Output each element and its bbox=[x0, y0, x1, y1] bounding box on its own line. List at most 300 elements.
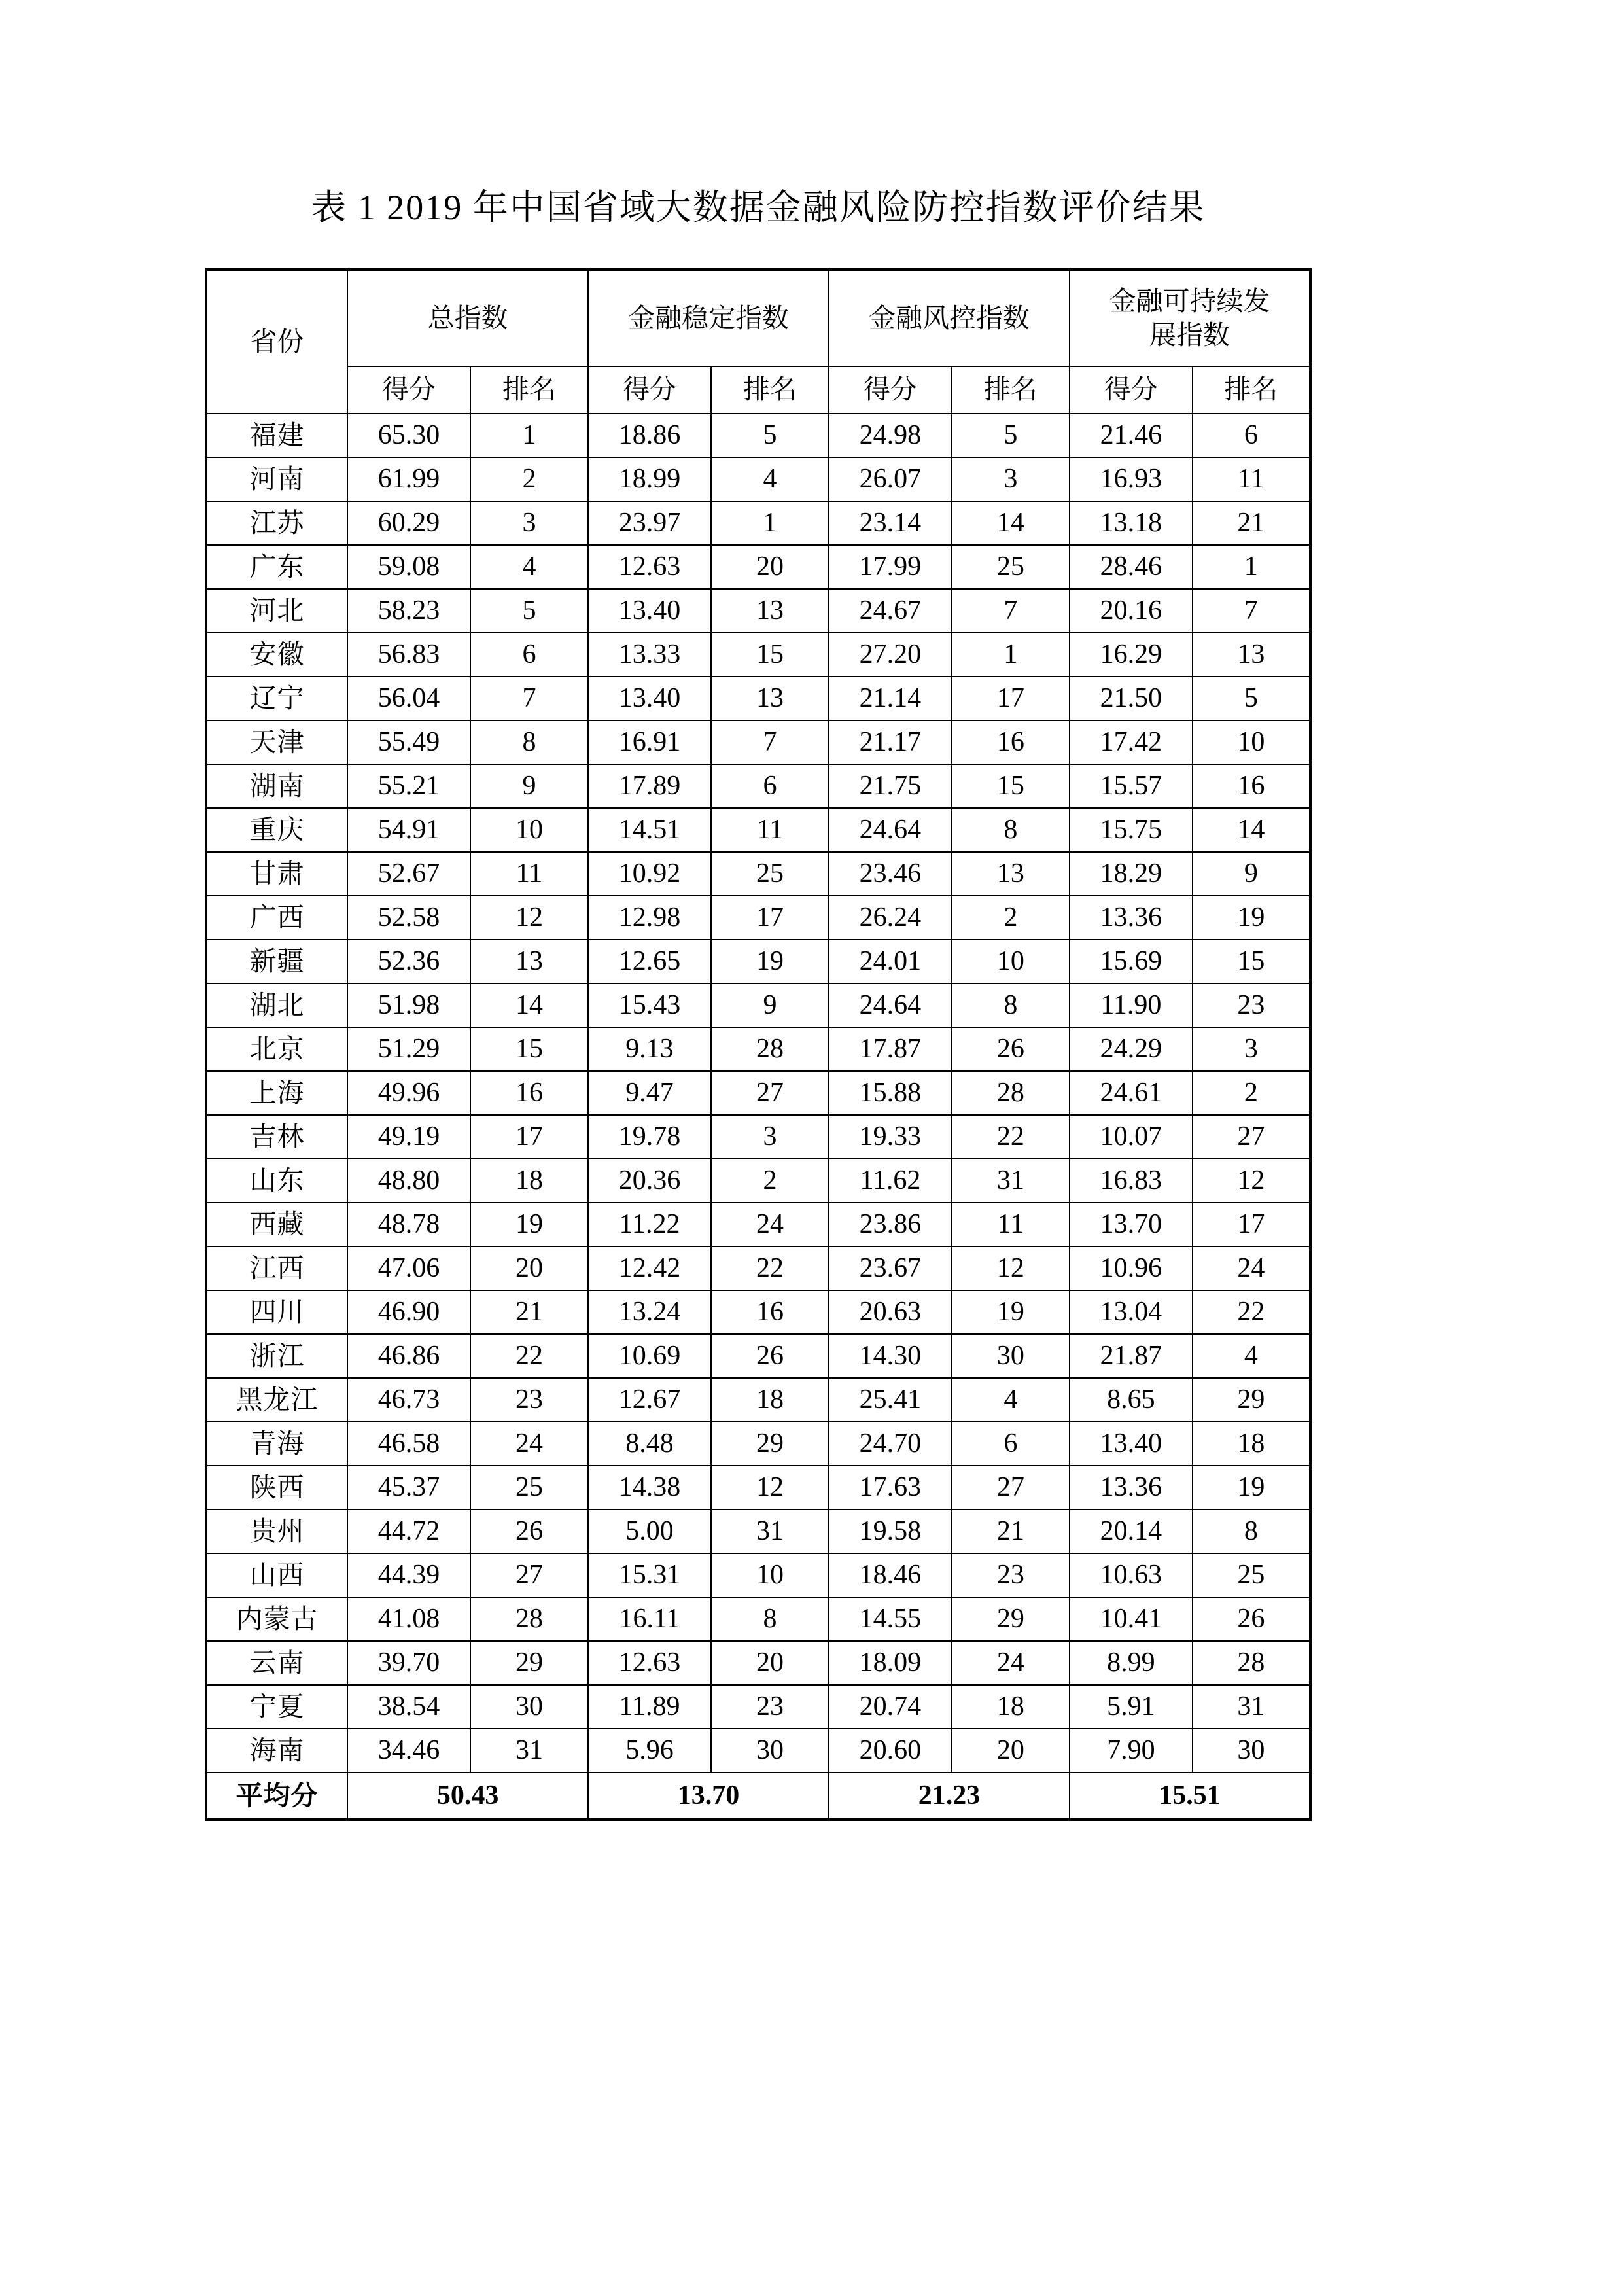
sustainable-rank-cell: 27 bbox=[1193, 1115, 1310, 1159]
riskcontrol-rank-cell: 22 bbox=[952, 1115, 1070, 1159]
sustainable-rank-cell: 10 bbox=[1193, 720, 1310, 764]
stability-rank-cell: 6 bbox=[711, 764, 829, 808]
riskcontrol-rank-cell: 19 bbox=[952, 1290, 1070, 1334]
province-cell: 湖北 bbox=[206, 983, 347, 1027]
total-score-cell: 46.90 bbox=[347, 1290, 470, 1334]
table-row bbox=[206, 677, 1310, 720]
sustainable-rank-cell: 21 bbox=[1193, 501, 1310, 545]
table-row bbox=[206, 1378, 1310, 1422]
riskcontrol-rank-cell: 10 bbox=[952, 940, 1070, 983]
riskcontrol-rank-cell: 13 bbox=[952, 852, 1070, 896]
sustainable-score-cell: 10.41 bbox=[1070, 1597, 1193, 1641]
riskcontrol-score-cell: 26.07 bbox=[829, 457, 952, 501]
table-row bbox=[206, 1597, 1310, 1641]
riskcontrol-rank-cell: 31 bbox=[952, 1159, 1070, 1203]
sustainable-rank-cell: 22 bbox=[1193, 1290, 1310, 1334]
sustainable-score-cell: 21.46 bbox=[1070, 414, 1193, 457]
stability-score-cell: 12.42 bbox=[588, 1246, 711, 1290]
riskcontrol-score-cell: 11.62 bbox=[829, 1159, 952, 1203]
stability-score-cell: 12.67 bbox=[588, 1378, 711, 1422]
table-container bbox=[205, 268, 1312, 1821]
riskcontrol-score-cell: 24.64 bbox=[829, 808, 952, 852]
sustainable-rank-cell: 15 bbox=[1193, 940, 1310, 983]
province-cell: 天津 bbox=[206, 720, 347, 764]
total-score-cell: 56.04 bbox=[347, 677, 470, 720]
total-score-cell: 52.67 bbox=[347, 852, 470, 896]
total-rank-cell: 23 bbox=[470, 1378, 588, 1422]
sustainable-rank-cell: 19 bbox=[1193, 1466, 1310, 1510]
total-rank-cell: 1 bbox=[470, 414, 588, 457]
total-rank-cell: 25 bbox=[470, 1466, 588, 1510]
header-group-stability: 金融稳定指数 bbox=[588, 270, 829, 366]
table-row bbox=[206, 1422, 1310, 1466]
sustainable-rank-cell: 30 bbox=[1193, 1729, 1310, 1773]
stability-rank-cell: 2 bbox=[711, 1159, 829, 1203]
riskcontrol-rank-cell: 18 bbox=[952, 1685, 1070, 1729]
riskcontrol-rank-cell: 12 bbox=[952, 1246, 1070, 1290]
riskcontrol-rank-cell: 17 bbox=[952, 677, 1070, 720]
sustainable-score-cell: 16.29 bbox=[1070, 633, 1193, 677]
riskcontrol-score-cell: 18.46 bbox=[829, 1553, 952, 1597]
stability-score-cell: 18.86 bbox=[588, 414, 711, 457]
province-cell: 宁夏 bbox=[206, 1685, 347, 1729]
sustainable-rank-cell: 11 bbox=[1193, 457, 1310, 501]
total-score-cell: 48.80 bbox=[347, 1159, 470, 1203]
riskcontrol-score-cell: 21.75 bbox=[829, 764, 952, 808]
riskcontrol-score-cell: 26.24 bbox=[829, 896, 952, 940]
sustainable-rank-cell: 31 bbox=[1193, 1685, 1310, 1729]
riskcontrol-score-cell: 24.67 bbox=[829, 589, 952, 633]
header-group-sustainable bbox=[1070, 270, 1310, 366]
total-rank-cell: 14 bbox=[470, 983, 588, 1027]
table-row bbox=[206, 1553, 1310, 1597]
riskcontrol-rank-cell: 25 bbox=[952, 545, 1070, 589]
average-stability: 13.70 bbox=[588, 1773, 829, 1820]
province-cell: 海南 bbox=[206, 1729, 347, 1773]
province-cell: 黑龙江 bbox=[206, 1378, 347, 1422]
province-cell: 北京 bbox=[206, 1027, 347, 1071]
sustainable-score-cell: 21.50 bbox=[1070, 677, 1193, 720]
table-footer bbox=[206, 1773, 1310, 1820]
stability-rank-cell: 31 bbox=[711, 1510, 829, 1553]
province-cell: 福建 bbox=[206, 414, 347, 457]
riskcontrol-score-cell: 17.87 bbox=[829, 1027, 952, 1071]
riskcontrol-score-cell: 20.74 bbox=[829, 1685, 952, 1729]
table-row bbox=[206, 764, 1310, 808]
total-rank-cell: 12 bbox=[470, 896, 588, 940]
total-score-cell: 56.83 bbox=[347, 633, 470, 677]
riskcontrol-score-cell: 17.99 bbox=[829, 545, 952, 589]
total-rank-cell: 13 bbox=[470, 940, 588, 983]
sustainable-rank-cell: 25 bbox=[1193, 1553, 1310, 1597]
header-group-sustainable-line1: 金融可持续发 bbox=[1109, 286, 1270, 317]
total-rank-cell: 30 bbox=[470, 1685, 588, 1729]
province-cell: 广东 bbox=[206, 545, 347, 589]
sustainable-score-cell: 7.90 bbox=[1070, 1729, 1193, 1773]
stability-score-cell: 10.69 bbox=[588, 1334, 711, 1378]
sustainable-score-cell: 28.46 bbox=[1070, 545, 1193, 589]
total-score-cell: 60.29 bbox=[347, 501, 470, 545]
stability-rank-cell: 11 bbox=[711, 808, 829, 852]
sustainable-score-cell: 8.99 bbox=[1070, 1641, 1193, 1685]
table-row bbox=[206, 852, 1310, 896]
riskcontrol-score-cell: 14.55 bbox=[829, 1597, 952, 1641]
total-score-cell: 54.91 bbox=[347, 808, 470, 852]
riskcontrol-rank-cell: 27 bbox=[952, 1466, 1070, 1510]
table-row bbox=[206, 545, 1310, 589]
stability-rank-cell: 13 bbox=[711, 677, 829, 720]
sustainable-rank-cell: 24 bbox=[1193, 1246, 1310, 1290]
province-cell: 江西 bbox=[206, 1246, 347, 1290]
total-rank-cell: 24 bbox=[470, 1422, 588, 1466]
stability-rank-cell: 29 bbox=[711, 1422, 829, 1466]
total-score-cell: 41.08 bbox=[347, 1597, 470, 1641]
total-rank-cell: 8 bbox=[470, 720, 588, 764]
table-row bbox=[206, 589, 1310, 633]
total-rank-cell: 5 bbox=[470, 589, 588, 633]
sustainable-score-cell: 18.29 bbox=[1070, 852, 1193, 896]
sustainable-score-cell: 21.87 bbox=[1070, 1334, 1193, 1378]
province-cell: 甘肃 bbox=[206, 852, 347, 896]
province-cell: 四川 bbox=[206, 1290, 347, 1334]
province-cell: 贵州 bbox=[206, 1510, 347, 1553]
riskcontrol-score-cell: 23.46 bbox=[829, 852, 952, 896]
stability-rank-cell: 26 bbox=[711, 1334, 829, 1378]
riskcontrol-rank-cell: 20 bbox=[952, 1729, 1070, 1773]
sustainable-score-cell: 20.14 bbox=[1070, 1510, 1193, 1553]
sustainable-score-cell: 15.75 bbox=[1070, 808, 1193, 852]
table-title: 表 1 2019 年中国省域大数据金融风险防控指数评价结果 bbox=[311, 188, 1206, 227]
header-group-total: 总指数 bbox=[347, 270, 588, 366]
riskcontrol-rank-cell: 15 bbox=[952, 764, 1070, 808]
total-rank-cell: 22 bbox=[470, 1334, 588, 1378]
total-score-cell: 61.99 bbox=[347, 457, 470, 501]
stability-score-cell: 12.63 bbox=[588, 1641, 711, 1685]
stability-rank-cell: 17 bbox=[711, 896, 829, 940]
total-score-cell: 51.98 bbox=[347, 983, 470, 1027]
total-score-cell: 44.39 bbox=[347, 1553, 470, 1597]
riskcontrol-rank-cell: 21 bbox=[952, 1510, 1070, 1553]
sustainable-score-cell: 13.36 bbox=[1070, 896, 1193, 940]
table-row bbox=[206, 940, 1310, 983]
sustainable-score-cell: 13.18 bbox=[1070, 501, 1193, 545]
riskcontrol-score-cell: 23.86 bbox=[829, 1203, 952, 1246]
total-score-cell: 58.23 bbox=[347, 589, 470, 633]
header-row-groups bbox=[206, 270, 1310, 366]
riskcontrol-rank-cell: 29 bbox=[952, 1597, 1070, 1641]
stability-score-cell: 11.89 bbox=[588, 1685, 711, 1729]
riskcontrol-score-cell: 14.30 bbox=[829, 1334, 952, 1378]
total-score-cell: 55.21 bbox=[347, 764, 470, 808]
total-rank-cell: 20 bbox=[470, 1246, 588, 1290]
stability-rank-cell: 20 bbox=[711, 545, 829, 589]
total-score-cell: 65.30 bbox=[347, 414, 470, 457]
stability-rank-cell: 10 bbox=[711, 1553, 829, 1597]
stability-rank-cell: 8 bbox=[711, 1597, 829, 1641]
sustainable-rank-cell: 6 bbox=[1193, 414, 1310, 457]
table-row bbox=[206, 457, 1310, 501]
stability-score-cell: 17.89 bbox=[588, 764, 711, 808]
sustainable-rank-cell: 14 bbox=[1193, 808, 1310, 852]
riskcontrol-rank-cell: 16 bbox=[952, 720, 1070, 764]
table-row bbox=[206, 1115, 1310, 1159]
stability-score-cell: 13.40 bbox=[588, 589, 711, 633]
table-row bbox=[206, 983, 1310, 1027]
sustainable-rank-cell: 8 bbox=[1193, 1510, 1310, 1553]
sustainable-rank-cell: 1 bbox=[1193, 545, 1310, 589]
table-row bbox=[206, 1466, 1310, 1510]
header-total-rank: 排名 bbox=[470, 366, 588, 414]
total-score-cell: 38.54 bbox=[347, 1685, 470, 1729]
sustainable-score-cell: 17.42 bbox=[1070, 720, 1193, 764]
table-row bbox=[206, 896, 1310, 940]
total-score-cell: 39.70 bbox=[347, 1641, 470, 1685]
riskcontrol-score-cell: 20.63 bbox=[829, 1290, 952, 1334]
sustainable-score-cell: 13.36 bbox=[1070, 1466, 1193, 1510]
sustainable-rank-cell: 18 bbox=[1193, 1422, 1310, 1466]
total-rank-cell: 7 bbox=[470, 677, 588, 720]
sustainable-rank-cell: 28 bbox=[1193, 1641, 1310, 1685]
total-score-cell: 52.36 bbox=[347, 940, 470, 983]
stability-score-cell: 13.33 bbox=[588, 633, 711, 677]
sustainable-rank-cell: 29 bbox=[1193, 1378, 1310, 1422]
riskcontrol-score-cell: 15.88 bbox=[829, 1071, 952, 1115]
sustainable-score-cell: 20.16 bbox=[1070, 589, 1193, 633]
total-score-cell: 34.46 bbox=[347, 1729, 470, 1773]
riskcontrol-score-cell: 18.09 bbox=[829, 1641, 952, 1685]
total-rank-cell: 19 bbox=[470, 1203, 588, 1246]
header-group-sustainable-line2: 展指数 bbox=[1149, 319, 1230, 350]
header-province: 省份 bbox=[206, 270, 347, 414]
average-total: 50.43 bbox=[347, 1773, 588, 1820]
header-group-riskcontrol: 金融风控指数 bbox=[829, 270, 1070, 366]
total-score-cell: 52.58 bbox=[347, 896, 470, 940]
header-row-subcolumns bbox=[206, 366, 1310, 414]
total-score-cell: 49.96 bbox=[347, 1071, 470, 1115]
average-sustainable: 15.51 bbox=[1070, 1773, 1310, 1820]
stability-score-cell: 12.98 bbox=[588, 896, 711, 940]
riskcontrol-rank-cell: 28 bbox=[952, 1071, 1070, 1115]
total-rank-cell: 2 bbox=[470, 457, 588, 501]
province-cell: 云南 bbox=[206, 1641, 347, 1685]
stability-score-cell: 5.96 bbox=[588, 1729, 711, 1773]
riskcontrol-score-cell: 17.63 bbox=[829, 1466, 952, 1510]
riskcontrol-score-cell: 24.64 bbox=[829, 983, 952, 1027]
stability-rank-cell: 4 bbox=[711, 457, 829, 501]
stability-score-cell: 19.78 bbox=[588, 1115, 711, 1159]
riskcontrol-score-cell: 23.14 bbox=[829, 501, 952, 545]
province-cell: 上海 bbox=[206, 1071, 347, 1115]
stability-score-cell: 8.48 bbox=[588, 1422, 711, 1466]
riskcontrol-score-cell: 24.01 bbox=[829, 940, 952, 983]
stability-rank-cell: 3 bbox=[711, 1115, 829, 1159]
total-score-cell: 46.73 bbox=[347, 1378, 470, 1422]
stability-rank-cell: 25 bbox=[711, 852, 829, 896]
sustainable-score-cell: 11.90 bbox=[1070, 983, 1193, 1027]
total-rank-cell: 18 bbox=[470, 1159, 588, 1203]
stability-rank-cell: 28 bbox=[711, 1027, 829, 1071]
stability-score-cell: 20.36 bbox=[588, 1159, 711, 1203]
stability-rank-cell: 12 bbox=[711, 1466, 829, 1510]
stability-rank-cell: 27 bbox=[711, 1071, 829, 1115]
table-row bbox=[206, 633, 1310, 677]
header-stability-rank: 排名 bbox=[711, 366, 829, 414]
table-row bbox=[206, 1685, 1310, 1729]
sustainable-score-cell: 13.70 bbox=[1070, 1203, 1193, 1246]
header-sustainable-rank: 排名 bbox=[1193, 366, 1310, 414]
total-score-cell: 44.72 bbox=[347, 1510, 470, 1553]
sustainable-score-cell: 15.57 bbox=[1070, 764, 1193, 808]
stability-rank-cell: 23 bbox=[711, 1685, 829, 1729]
total-rank-cell: 10 bbox=[470, 808, 588, 852]
stability-rank-cell: 7 bbox=[711, 720, 829, 764]
province-cell: 重庆 bbox=[206, 808, 347, 852]
province-cell: 安徽 bbox=[206, 633, 347, 677]
total-score-cell: 47.06 bbox=[347, 1246, 470, 1290]
table-row bbox=[206, 414, 1310, 457]
province-cell: 内蒙古 bbox=[206, 1597, 347, 1641]
stability-score-cell: 12.63 bbox=[588, 545, 711, 589]
table-row bbox=[206, 1334, 1310, 1378]
total-rank-cell: 26 bbox=[470, 1510, 588, 1553]
riskcontrol-score-cell: 21.14 bbox=[829, 677, 952, 720]
stability-rank-cell: 15 bbox=[711, 633, 829, 677]
total-score-cell: 46.86 bbox=[347, 1334, 470, 1378]
table-row bbox=[206, 1246, 1310, 1290]
sustainable-rank-cell: 2 bbox=[1193, 1071, 1310, 1115]
average-riskcontrol: 21.23 bbox=[829, 1773, 1070, 1820]
riskcontrol-score-cell: 24.70 bbox=[829, 1422, 952, 1466]
stability-score-cell: 12.65 bbox=[588, 940, 711, 983]
total-score-cell: 59.08 bbox=[347, 545, 470, 589]
sustainable-score-cell: 5.91 bbox=[1070, 1685, 1193, 1729]
province-cell: 河南 bbox=[206, 457, 347, 501]
total-score-cell: 49.19 bbox=[347, 1115, 470, 1159]
riskcontrol-rank-cell: 2 bbox=[952, 896, 1070, 940]
table-row bbox=[206, 1729, 1310, 1773]
riskcontrol-score-cell: 24.98 bbox=[829, 414, 952, 457]
total-score-cell: 46.58 bbox=[347, 1422, 470, 1466]
stability-rank-cell: 22 bbox=[711, 1246, 829, 1290]
stability-score-cell: 11.22 bbox=[588, 1203, 711, 1246]
total-score-cell: 51.29 bbox=[347, 1027, 470, 1071]
sustainable-rank-cell: 3 bbox=[1193, 1027, 1310, 1071]
stability-rank-cell: 30 bbox=[711, 1729, 829, 1773]
total-rank-cell: 16 bbox=[470, 1071, 588, 1115]
province-cell: 陕西 bbox=[206, 1466, 347, 1510]
province-cell: 新疆 bbox=[206, 940, 347, 983]
riskcontrol-rank-cell: 11 bbox=[952, 1203, 1070, 1246]
sustainable-rank-cell: 7 bbox=[1193, 589, 1310, 633]
total-rank-cell: 11 bbox=[470, 852, 588, 896]
stability-score-cell: 5.00 bbox=[588, 1510, 711, 1553]
riskcontrol-rank-cell: 5 bbox=[952, 414, 1070, 457]
riskcontrol-score-cell: 21.17 bbox=[829, 720, 952, 764]
table-header bbox=[206, 270, 1310, 414]
header-stability-score: 得分 bbox=[588, 366, 711, 414]
stability-score-cell: 15.31 bbox=[588, 1553, 711, 1597]
table-row bbox=[206, 720, 1310, 764]
stability-rank-cell: 13 bbox=[711, 589, 829, 633]
province-cell: 吉林 bbox=[206, 1115, 347, 1159]
stability-rank-cell: 18 bbox=[711, 1378, 829, 1422]
riskcontrol-rank-cell: 14 bbox=[952, 501, 1070, 545]
sustainable-score-cell: 15.69 bbox=[1070, 940, 1193, 983]
stability-score-cell: 23.97 bbox=[588, 501, 711, 545]
province-cell: 广西 bbox=[206, 896, 347, 940]
total-rank-cell: 21 bbox=[470, 1290, 588, 1334]
sustainable-score-cell: 13.04 bbox=[1070, 1290, 1193, 1334]
average-label: 平均分 bbox=[206, 1773, 347, 1820]
sustainable-score-cell: 24.61 bbox=[1070, 1071, 1193, 1115]
total-score-cell: 48.78 bbox=[347, 1203, 470, 1246]
riskcontrol-rank-cell: 30 bbox=[952, 1334, 1070, 1378]
sustainable-rank-cell: 16 bbox=[1193, 764, 1310, 808]
sustainable-rank-cell: 26 bbox=[1193, 1597, 1310, 1641]
table-row bbox=[206, 808, 1310, 852]
table-row bbox=[206, 1290, 1310, 1334]
sustainable-score-cell: 16.83 bbox=[1070, 1159, 1193, 1203]
sustainable-score-cell: 10.07 bbox=[1070, 1115, 1193, 1159]
sustainable-score-cell: 24.29 bbox=[1070, 1027, 1193, 1071]
sustainable-rank-cell: 9 bbox=[1193, 852, 1310, 896]
stability-score-cell: 9.47 bbox=[588, 1071, 711, 1115]
riskcontrol-score-cell: 23.67 bbox=[829, 1246, 952, 1290]
sustainable-rank-cell: 13 bbox=[1193, 633, 1310, 677]
total-rank-cell: 29 bbox=[470, 1641, 588, 1685]
stability-rank-cell: 19 bbox=[711, 940, 829, 983]
riskcontrol-rank-cell: 8 bbox=[952, 808, 1070, 852]
index-results-table bbox=[205, 268, 1312, 1821]
stability-rank-cell: 5 bbox=[711, 414, 829, 457]
stability-score-cell: 16.91 bbox=[588, 720, 711, 764]
total-rank-cell: 28 bbox=[470, 1597, 588, 1641]
average-row bbox=[206, 1773, 1310, 1820]
stability-score-cell: 14.38 bbox=[588, 1466, 711, 1510]
sustainable-rank-cell: 17 bbox=[1193, 1203, 1310, 1246]
header-riskcontrol-score: 得分 bbox=[829, 366, 952, 414]
sustainable-rank-cell: 23 bbox=[1193, 983, 1310, 1027]
stability-score-cell: 10.92 bbox=[588, 852, 711, 896]
sustainable-score-cell: 8.65 bbox=[1070, 1378, 1193, 1422]
stability-rank-cell: 24 bbox=[711, 1203, 829, 1246]
sustainable-rank-cell: 12 bbox=[1193, 1159, 1310, 1203]
sustainable-score-cell: 16.93 bbox=[1070, 457, 1193, 501]
stability-rank-cell: 20 bbox=[711, 1641, 829, 1685]
stability-rank-cell: 9 bbox=[711, 983, 829, 1027]
riskcontrol-rank-cell: 3 bbox=[952, 457, 1070, 501]
sustainable-rank-cell: 4 bbox=[1193, 1334, 1310, 1378]
table-row bbox=[206, 501, 1310, 545]
table-body bbox=[206, 414, 1310, 1773]
province-cell: 辽宁 bbox=[206, 677, 347, 720]
table-row bbox=[206, 1071, 1310, 1115]
total-rank-cell: 31 bbox=[470, 1729, 588, 1773]
province-cell: 山东 bbox=[206, 1159, 347, 1203]
total-rank-cell: 9 bbox=[470, 764, 588, 808]
riskcontrol-rank-cell: 6 bbox=[952, 1422, 1070, 1466]
header-total-score: 得分 bbox=[347, 366, 470, 414]
table-row bbox=[206, 1641, 1310, 1685]
province-cell: 浙江 bbox=[206, 1334, 347, 1378]
riskcontrol-rank-cell: 23 bbox=[952, 1553, 1070, 1597]
total-rank-cell: 3 bbox=[470, 501, 588, 545]
riskcontrol-rank-cell: 7 bbox=[952, 589, 1070, 633]
riskcontrol-rank-cell: 1 bbox=[952, 633, 1070, 677]
stability-score-cell: 9.13 bbox=[588, 1027, 711, 1071]
table-row bbox=[206, 1203, 1310, 1246]
stability-score-cell: 16.11 bbox=[588, 1597, 711, 1641]
